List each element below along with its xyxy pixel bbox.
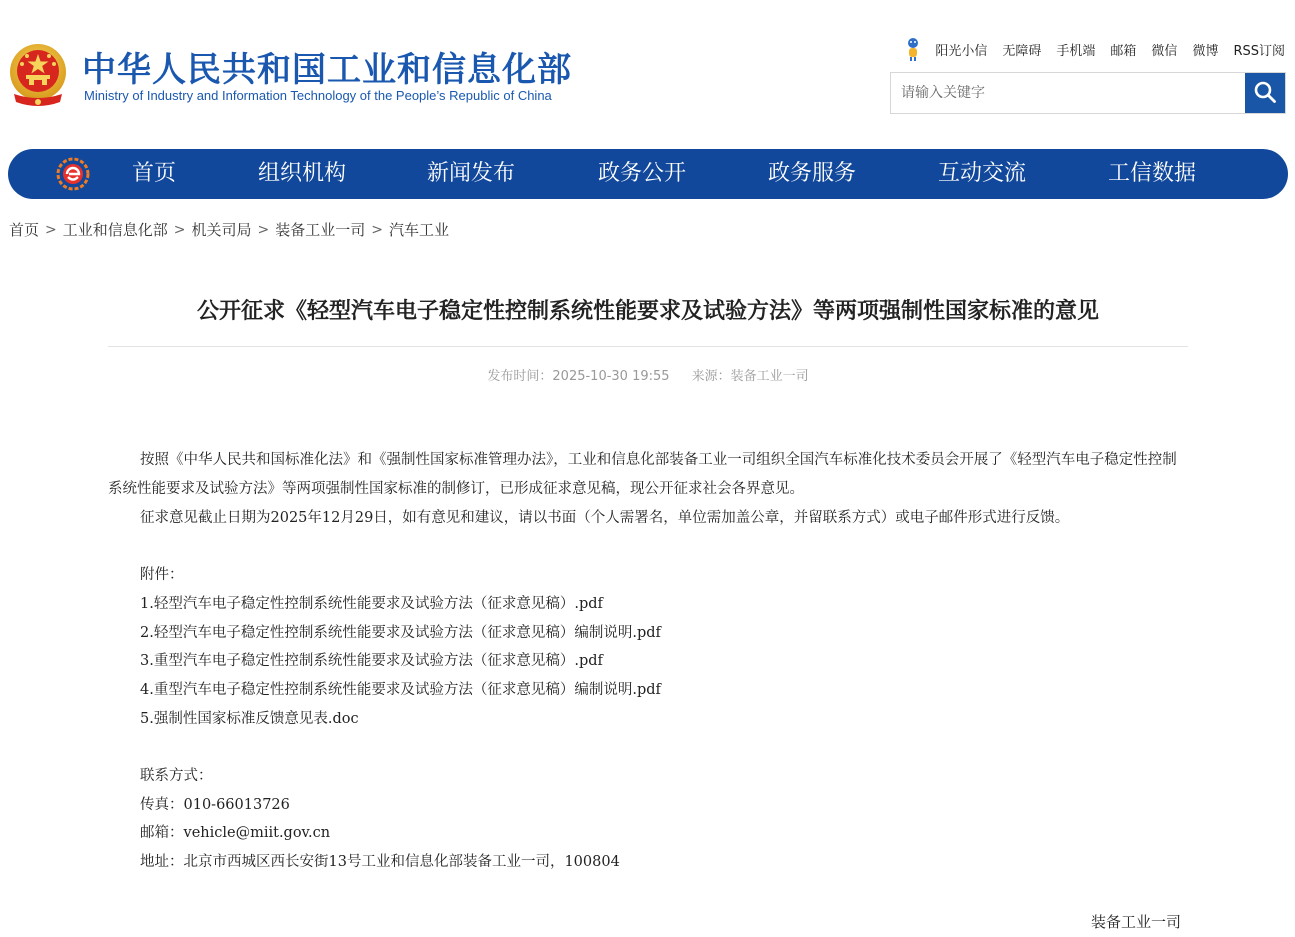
attachments-label: 附件： bbox=[140, 567, 184, 583]
breadcrumb bbox=[9, 219, 449, 240]
paragraph-deadline: 征求意见截止日期为2025年12月29日，如有意见和建议，请以书面（个人需署名，单位需加盖公章，并留联系方式）或电子邮件形式进行反馈。 bbox=[140, 510, 1070, 526]
site-title-en: Ministry of Industry and Information Technology of the People’s Republic of China bbox=[84, 88, 552, 103]
breadcrumb-auto-industry[interactable]: 汽车工业 bbox=[389, 221, 450, 239]
article-title: 公开征求《轻型汽车电子稳定性控制系统性能要求及试验方法》等两项强制性国家标准的意见 bbox=[196, 299, 1099, 324]
national-emblem-icon bbox=[8, 42, 68, 108]
source-label: 来源： bbox=[691, 369, 731, 384]
link-sunshine[interactable]: 阳光小信 bbox=[935, 43, 988, 59]
contact-address: 地址：北京市西城区西长安街13号工业和信息化部装备工业一司，100804 bbox=[140, 854, 620, 871]
breadcrumb-separator: > bbox=[371, 221, 383, 238]
link-weibo[interactable]: 微博 bbox=[1192, 43, 1219, 59]
paragraph-intro: 按照《中华人民共和国标准化法》和《强制性国家标准管理办法》，工业和信息化部装备工业一司组织全国汽车标准化技术委员会开展了《轻型汽车电子稳定性控制系统性能要求及试验方法》等两项强制性国家标准的制修订，已形成征求意见稿，现公开征求社会各界意见。 bbox=[108, 452, 1177, 497]
attachment-link[interactable]: 2.轻型汽车电子稳定性控制系统性能要求及试验方法（征求意见稿）编制说明.pdf bbox=[140, 624, 661, 641]
contact-fax: 传真：010-66013726 bbox=[140, 796, 290, 813]
search-box bbox=[890, 72, 1286, 114]
breadcrumb-equipment-dept[interactable]: 装备工业一司 bbox=[275, 221, 366, 239]
contact-email: 邮箱：vehicle@miit.gov.cn bbox=[140, 825, 331, 842]
link-mobile[interactable]: 手机端 bbox=[1056, 43, 1096, 59]
attachment-link[interactable]: 3.重型汽车电子稳定性控制系统性能要求及试验方法（征求意见稿）.pdf bbox=[140, 653, 603, 670]
link-accessibility[interactable]: 无障碍 bbox=[1002, 43, 1042, 59]
publish-time: 2025-10-30 19:55 bbox=[552, 369, 670, 384]
link-rss[interactable]: RSS订阅 bbox=[1233, 43, 1285, 59]
article-signature: 装备工业一司 bbox=[1091, 913, 1182, 931]
breadcrumb-departments[interactable]: 机关司局 bbox=[191, 221, 252, 239]
nav-gov-services[interactable]: 政务服务 bbox=[768, 161, 857, 186]
site-title-cn: 中华人民共和国工业和信息化部 bbox=[82, 50, 572, 90]
publish-label: 发布时间： bbox=[487, 369, 553, 384]
search-icon bbox=[1253, 80, 1277, 107]
title-divider bbox=[108, 346, 1188, 347]
breadcrumb-separator: > bbox=[173, 221, 186, 238]
breadcrumb-separator: > bbox=[45, 221, 57, 238]
source-value: 装备工业一司 bbox=[730, 369, 809, 384]
attachment-link[interactable]: 1.轻型汽车电子稳定性控制系统性能要求及试验方法（征求意见稿）.pdf bbox=[140, 595, 603, 612]
contact-label: 联系方式： bbox=[140, 767, 213, 784]
nav-news[interactable]: 新闻发布 bbox=[427, 161, 516, 186]
search-button[interactable] bbox=[1245, 73, 1285, 113]
breadcrumb-separator: > bbox=[257, 221, 270, 238]
nav-data[interactable]: 工信数据 bbox=[1108, 161, 1197, 186]
top-links bbox=[906, 37, 1285, 61]
nav-interaction[interactable]: 互动交流 bbox=[938, 161, 1027, 186]
search-input[interactable] bbox=[891, 73, 1247, 113]
nav-gov-affairs[interactable]: 政务公开 bbox=[598, 161, 687, 186]
mascot-icon[interactable] bbox=[906, 37, 920, 61]
link-wechat[interactable]: 微信 bbox=[1151, 43, 1178, 59]
nav-home[interactable]: 首页 bbox=[132, 161, 177, 186]
attachment-link[interactable]: 4.重型汽车电子稳定性控制系统性能要求及试验方法（征求意见稿）编制说明.pdf bbox=[140, 682, 661, 699]
nav-organization[interactable]: 组织机构 bbox=[258, 161, 347, 186]
nav-logo-icon bbox=[56, 157, 90, 191]
article-meta bbox=[108, 365, 1188, 384]
article-body bbox=[108, 446, 1190, 877]
link-mailbox[interactable]: 邮箱 bbox=[1110, 43, 1137, 59]
main-nav bbox=[8, 149, 1288, 199]
breadcrumb-home[interactable]: 首页 bbox=[9, 221, 40, 239]
breadcrumb-ministry[interactable]: 工业和信息化部 bbox=[62, 221, 168, 239]
attachment-link[interactable]: 5.强制性国家标准反馈意见表.doc bbox=[140, 710, 359, 727]
